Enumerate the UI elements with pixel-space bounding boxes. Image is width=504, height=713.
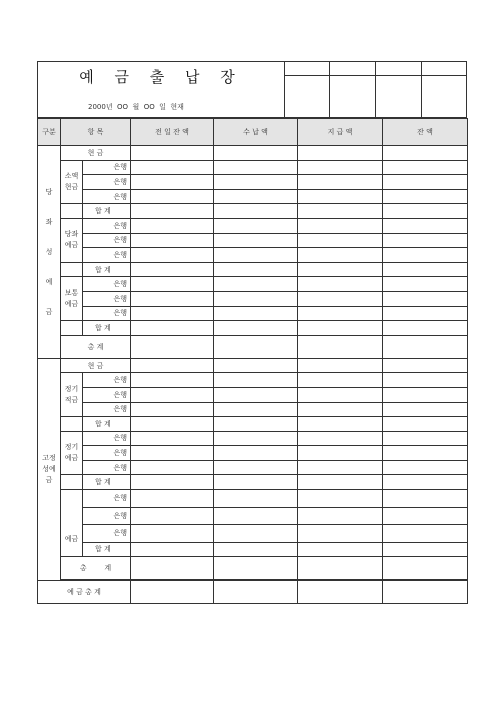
table-row: [38, 218, 468, 233]
cell-input[interactable]: [383, 160, 468, 175]
cell-input[interactable]: [131, 402, 214, 417]
cell-input[interactable]: [298, 431, 383, 446]
cell-input[interactable]: [131, 248, 214, 263]
col-header-balance: 잔 액: [383, 119, 468, 146]
bank-label: 은행: [83, 189, 131, 204]
cell-input[interactable]: [298, 507, 383, 525]
cell-input[interactable]: [214, 277, 298, 292]
cell-input[interactable]: [214, 218, 298, 233]
cell-input[interactable]: [131, 306, 214, 321]
cell-input[interactable]: [383, 248, 468, 263]
cell-input[interactable]: [383, 321, 468, 336]
table-row: [38, 402, 468, 417]
bank-label: 은행: [83, 277, 131, 292]
cell-input[interactable]: [131, 557, 214, 580]
cell-input[interactable]: [214, 525, 298, 543]
cell-input[interactable]: [214, 387, 298, 402]
cell-input[interactable]: [214, 358, 298, 373]
table-row: [38, 277, 468, 292]
table-row: [38, 490, 468, 508]
table-row: [38, 262, 468, 277]
cell-input[interactable]: [298, 146, 383, 161]
cell-input[interactable]: [214, 507, 298, 525]
subtotal-label: 합 계: [83, 475, 131, 490]
col-header-receipts: 수 납 액: [214, 119, 298, 146]
cell-input[interactable]: [214, 175, 298, 190]
cell-input[interactable]: [131, 475, 214, 490]
cell-input[interactable]: [131, 175, 214, 190]
cell-input[interactable]: [383, 291, 468, 306]
cell-input[interactable]: [214, 542, 298, 557]
col-header-item: 항 목: [61, 119, 131, 146]
table-row: [38, 373, 468, 388]
cell-input[interactable]: [131, 542, 214, 557]
cell-input[interactable]: [383, 204, 468, 219]
cell-input[interactable]: [298, 175, 383, 190]
cell-input[interactable]: [383, 358, 468, 373]
cell-input[interactable]: [131, 460, 214, 475]
cell-input[interactable]: [214, 417, 298, 432]
cell-input[interactable]: [298, 581, 383, 604]
cell-input[interactable]: [383, 387, 468, 402]
ledger-sheet: [37, 61, 467, 653]
cell-input[interactable]: [214, 335, 298, 358]
cell-input[interactable]: [214, 306, 298, 321]
table-row: [38, 306, 468, 321]
cell-input[interactable]: [131, 446, 214, 461]
cell-input[interactable]: [214, 373, 298, 388]
table-row: [38, 175, 468, 190]
cell-input[interactable]: [214, 204, 298, 219]
row-label-cash: 현 금: [61, 358, 131, 373]
table-header-row: [38, 119, 468, 146]
cell-input[interactable]: [298, 277, 383, 292]
cell-input[interactable]: [131, 373, 214, 388]
cell-input[interactable]: [214, 160, 298, 175]
cell-input[interactable]: [383, 507, 468, 525]
group-fixed-deposit: 정기 예금: [61, 431, 83, 475]
bank-label: 은행: [83, 373, 131, 388]
bank-label: 은행: [83, 490, 131, 508]
cell-input[interactable]: [383, 417, 468, 432]
group-fixed-term: 정기 적금: [61, 373, 83, 417]
table-row: [38, 431, 468, 446]
table-row: [38, 291, 468, 306]
cell-input[interactable]: [131, 431, 214, 446]
approval-boxes: [284, 62, 467, 117]
group-checking: 당좌 예금: [61, 218, 83, 262]
table-row: [38, 248, 468, 263]
cell-input[interactable]: [131, 146, 214, 161]
row-label-cash: 현 금: [61, 146, 131, 161]
cell-input[interactable]: [131, 262, 214, 277]
cell-input[interactable]: [214, 446, 298, 461]
date-line: 2000년 OO 월 OO 일 현재: [88, 103, 184, 111]
cell-input[interactable]: [383, 218, 468, 233]
table-row: [38, 525, 468, 543]
bank-label: 은행: [83, 291, 131, 306]
approval-col-line: [329, 62, 330, 117]
cell-input[interactable]: [131, 204, 214, 219]
table-row: [38, 460, 468, 475]
cell-input[interactable]: [131, 291, 214, 306]
section-current-label: 당 좌 성 예 금: [38, 146, 61, 359]
cell-input[interactable]: [214, 490, 298, 508]
page-title: 예 금 출 납 장: [79, 68, 243, 86]
bank-label: 은행: [83, 233, 131, 248]
table-row: [38, 542, 468, 557]
bank-label: 은행: [83, 402, 131, 417]
cell-input[interactable]: [131, 417, 214, 432]
cell-input[interactable]: [131, 581, 214, 604]
cell-input[interactable]: [298, 189, 383, 204]
cell-input[interactable]: [214, 431, 298, 446]
table-row: [38, 475, 468, 490]
cell-input[interactable]: [298, 358, 383, 373]
cell-input[interactable]: [298, 262, 383, 277]
grand-total-label: 예 금 총 계: [38, 581, 131, 604]
table-row: [38, 358, 468, 373]
cell-input[interactable]: [214, 321, 298, 336]
cell-input[interactable]: [298, 321, 383, 336]
cell-input[interactable]: [383, 431, 468, 446]
bank-label: 은행: [83, 175, 131, 190]
cell-input[interactable]: [298, 475, 383, 490]
section-fixed-label: 고정 성예 금: [38, 358, 61, 580]
cell-input[interactable]: [214, 189, 298, 204]
cell-input[interactable]: [298, 417, 383, 432]
col-header-category: 구분: [38, 119, 61, 146]
cell-input[interactable]: [383, 277, 468, 292]
bank-label: 은행: [83, 248, 131, 263]
table-row: [38, 335, 468, 358]
bank-label: 은행: [83, 446, 131, 461]
cell-input[interactable]: [214, 581, 298, 604]
total-label: 총 계: [61, 335, 131, 358]
cell-input[interactable]: [383, 490, 468, 508]
cell-input[interactable]: [383, 175, 468, 190]
cell-input[interactable]: [383, 335, 468, 358]
bank-label: 은행: [83, 431, 131, 446]
cell-input[interactable]: [383, 557, 468, 580]
ledger-header: [37, 61, 467, 118]
cell-input[interactable]: [214, 233, 298, 248]
cell-input[interactable]: [298, 248, 383, 263]
ledger-table: [37, 118, 468, 604]
cell-input[interactable]: [131, 358, 214, 373]
table-row: [38, 160, 468, 175]
bank-label: 은행: [83, 306, 131, 321]
cell-input[interactable]: [214, 248, 298, 263]
cell-input[interactable]: [298, 460, 383, 475]
bank-label: 은행: [83, 525, 131, 543]
cell-input[interactable]: [298, 542, 383, 557]
cell-input[interactable]: [298, 446, 383, 461]
cell-input[interactable]: [298, 218, 383, 233]
col-header-payments: 지 급 액: [298, 119, 383, 146]
bank-label: 은행: [83, 387, 131, 402]
bank-label: 은행: [83, 218, 131, 233]
table-row: [38, 204, 468, 219]
subtotal-label: 합 계: [83, 262, 131, 277]
cell-input[interactable]: [214, 146, 298, 161]
table-row: [38, 557, 468, 580]
cell-input[interactable]: [131, 321, 214, 336]
cell-input[interactable]: [131, 335, 214, 358]
cell-input[interactable]: [131, 189, 214, 204]
cell-input[interactable]: [383, 233, 468, 248]
table-row: [38, 189, 468, 204]
table-row: [38, 146, 468, 161]
subtotal-label: 합 계: [83, 417, 131, 432]
group-ordinary: 보통 예금: [61, 277, 83, 321]
group-deposit: 예금: [61, 490, 83, 557]
table-row-grand-total: [38, 581, 468, 604]
cell-input[interactable]: [383, 525, 468, 543]
cell-input[interactable]: [298, 233, 383, 248]
cell-input[interactable]: [298, 160, 383, 175]
cell-input[interactable]: [298, 402, 383, 417]
cell-input[interactable]: [298, 525, 383, 543]
cell-input[interactable]: [214, 557, 298, 580]
cell-input[interactable]: [131, 233, 214, 248]
group-petty-cash: 소액 현금: [61, 160, 83, 204]
cell-input[interactable]: [214, 475, 298, 490]
cell-input[interactable]: [214, 460, 298, 475]
cell-input[interactable]: [131, 507, 214, 525]
bank-label: 은행: [83, 460, 131, 475]
cell-input[interactable]: [383, 542, 468, 557]
cell-input[interactable]: [131, 277, 214, 292]
approval-col-line: [375, 62, 376, 117]
cell-input[interactable]: [383, 306, 468, 321]
cell-input[interactable]: [131, 525, 214, 543]
cell-input[interactable]: [383, 475, 468, 490]
cell-input[interactable]: [298, 490, 383, 508]
table-row: [38, 321, 468, 336]
cell-input[interactable]: [383, 581, 468, 604]
cell-input[interactable]: [383, 402, 468, 417]
cell-input[interactable]: [131, 160, 214, 175]
subtotal-label: 합 계: [83, 204, 131, 219]
subtotal-label: 합 계: [83, 542, 131, 557]
table-row: [38, 417, 468, 432]
cell-input[interactable]: [383, 189, 468, 204]
cell-input[interactable]: [298, 557, 383, 580]
table-row: [38, 507, 468, 525]
col-header-prev-balance: 전 일 잔 액: [131, 119, 214, 146]
cell-input[interactable]: [298, 306, 383, 321]
cell-input[interactable]: [383, 446, 468, 461]
approval-col-line: [421, 62, 422, 117]
cell-input[interactable]: [131, 387, 214, 402]
cell-input[interactable]: [214, 402, 298, 417]
cell-input[interactable]: [298, 335, 383, 358]
bank-label: 은행: [83, 507, 131, 525]
cell-input[interactable]: [131, 218, 214, 233]
cell-input[interactable]: [383, 373, 468, 388]
cell-input[interactable]: [383, 262, 468, 277]
total-label: 총 계: [61, 557, 131, 580]
cell-input[interactable]: [131, 490, 214, 508]
cell-input[interactable]: [383, 146, 468, 161]
cell-input[interactable]: [214, 262, 298, 277]
cell-input[interactable]: [298, 373, 383, 388]
cell-input[interactable]: [214, 291, 298, 306]
bank-label: 은행: [83, 160, 131, 175]
table-row: [38, 446, 468, 461]
table-row: [38, 387, 468, 402]
cell-input[interactable]: [383, 460, 468, 475]
table-row: [38, 233, 468, 248]
cell-input[interactable]: [298, 291, 383, 306]
cell-input[interactable]: [298, 387, 383, 402]
cell-input[interactable]: [298, 204, 383, 219]
subtotal-label: 합 계: [83, 321, 131, 336]
